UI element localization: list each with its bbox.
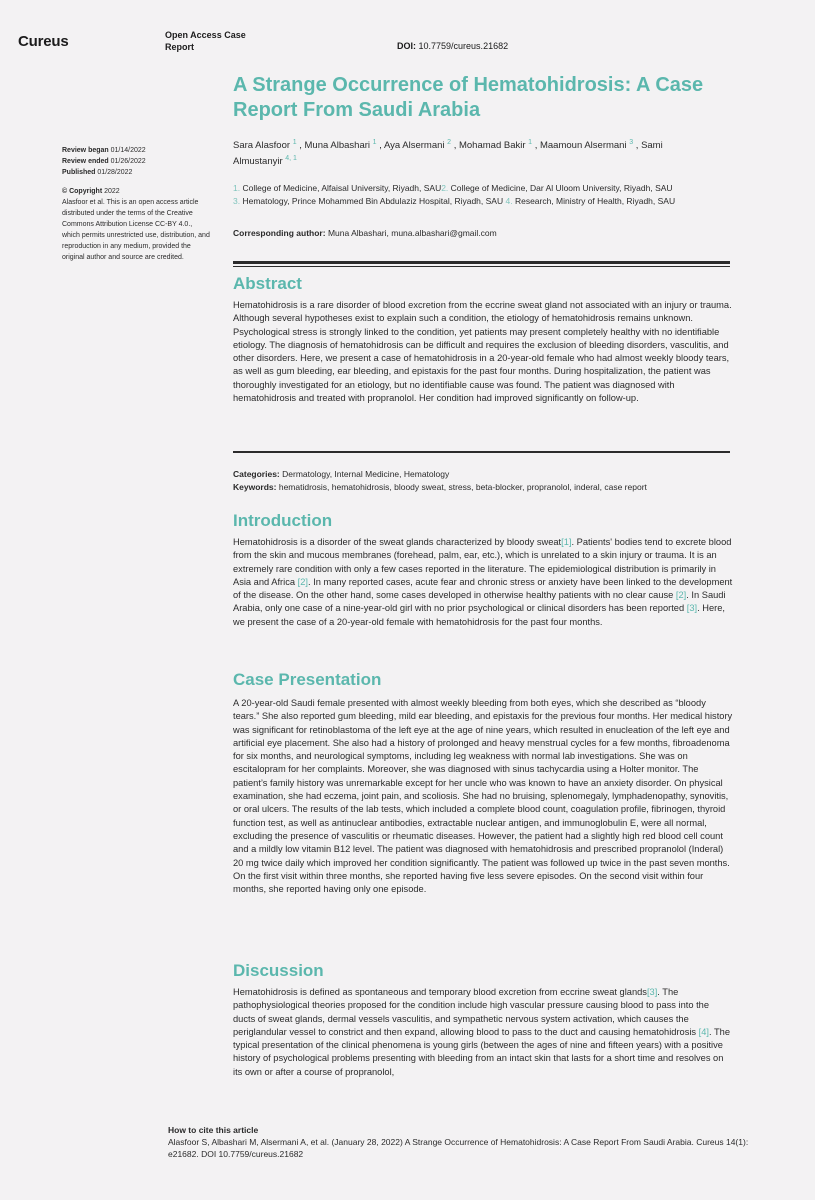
citation-link[interactable]: [3] (686, 603, 698, 614)
discussion-heading: Discussion (233, 961, 324, 980)
review-began-label: Review began (62, 147, 109, 154)
corresponding-label: Corresponding author: (233, 228, 326, 238)
published-label: Published (62, 169, 96, 176)
review-ended-label: Review ended (62, 158, 109, 165)
abstract-rule-thin (233, 266, 730, 267)
corresponding-author (233, 228, 733, 238)
intro-text-part: . In many reported cases, acute fear and chronic stress or anxiety have been linked to the development of the disease. On the other hand, some cases developed in otherwise healthy patients with no clear cause (233, 576, 733, 601)
author-name[interactable]: Muna Albashari (304, 140, 370, 151)
affil-text: Research, Ministry of Health, Riyadh, SAU (514, 196, 676, 206)
how-to-cite (168, 1124, 768, 1160)
categories-label: Categories: (233, 469, 280, 479)
copyright (62, 186, 212, 197)
author-affil-sup: 2 (447, 139, 452, 146)
intro-text-part: Hematohidrosis is a disorder of the sweat glands characterized by bloody sweat (233, 537, 562, 547)
affil-text: College of Medicine, Alfaisal University, Riyadh, SAU (242, 183, 442, 193)
doi-value[interactable]: 10.7759/cureus.21682 (418, 41, 509, 51)
affil-num: 4. (505, 196, 513, 206)
discussion-text-part: Hematohidrosis is defined as spontaneous and temporary blood excretion from eccrine sweat glands (233, 987, 647, 997)
author-name[interactable]: Mohamad Bakir (458, 140, 526, 151)
affil-num: 3. (233, 196, 241, 206)
affil-text: College of Medicine, Dar Al Uloom University, Riyadh, SAU (450, 183, 673, 193)
sidebar-meta (62, 145, 212, 263)
affiliations (233, 182, 733, 208)
copyright-label: © Copyright (62, 188, 103, 195)
how-to-cite-label: How to cite this article (168, 1125, 259, 1135)
keywords-label: Keywords: (233, 482, 277, 492)
author-affil-sup: 4, 1 (285, 154, 297, 162)
abstract-rule-bottom (233, 451, 730, 453)
how-to-cite-text: Alasfoor S, Albashari M, Alsermani A, et al. (January 28, 2022) A Strange Occurrence of Hematohidrosis: A Case Report From Saudi Arabia. Cureus 14(1): e21682. DOI 10.7759/cureus.21682 (168, 1137, 749, 1159)
published-date: 01/28/2022 (97, 169, 133, 176)
author-affil-sup: 3 (629, 139, 634, 146)
abstract-rule-thick (233, 261, 730, 264)
citation-link[interactable]: [3] (646, 987, 658, 997)
doi-header (397, 41, 508, 51)
author-name[interactable]: Maamoun Alsermani (539, 140, 627, 151)
citation-link[interactable]: [2] (297, 576, 308, 587)
article-type: Open Access Case Report (165, 30, 246, 52)
license-text: Alasfoor et al. This is an open access article distributed under the terms of the Creative Commons Attribution License CC-BY 4.0., which permits unrestricted use, distribution, and reproduction in any medium, provided the original author and source are credited. (62, 199, 210, 261)
copyright-year: 2022 (104, 188, 120, 195)
author-list: Sara Alasfoor $^1$ , Muna Albashari $^1$ , Aya Alsermani $^2$ , Mohamad Bakir $^1$ , Maamoun Alsermani $^3$ , Sami Almustanyir $^{4, 1}$ (233, 139, 663, 167)
abstract-text: Hematohidrosis is a rare disorder of blood excretion from the eccrine sweat gland not associated with an injury or trauma. Although several hypotheses exist to explain such a condition, the etiology of hematohidrosis remains unknown. Psychological stress is strongly linked to the condition, yet patients may present completely healthy with no identifiable etiology. The diagnosis of hematohidrosis can be difficult and requires the exclusion of bleeding disorders, vasculitis, and other disorders. Here, we present a case of hematohidrosis in a 20-year-old female who had almost weekly bloody tears, as well as gum bleeding, ear bleeding, and epistaxis for the past four months. During hospitalization, the patient was thoroughly investigated for an etiology, but no identifiable cause was found. The patient was diagnosed with hematohidrosis and treated with propranolol. Her condition had improved significantly on follow-up. (233, 300, 732, 404)
intro-text-part: . In Saudi Arabia, only one case of a nine-year-old girl with no prior psychological or clinical disorders has been reported (233, 590, 726, 614)
review-began (62, 145, 212, 156)
categories-keywords (233, 468, 733, 494)
citation-link[interactable]: [1] (561, 537, 572, 547)
categories (233, 468, 733, 481)
case-presentation-heading: Case Presentation (233, 670, 382, 689)
author-name[interactable]: Sara Alasfoor (233, 140, 291, 151)
article-title: A Strange Occurrence of Hematohidrosis: A Case Report From Saudi Arabia (233, 74, 704, 121)
intro-text-part: . Patients' bodies tend to excrete blood from the skin and mucous membranes (forehead, palm, ear, etc.), which is unrelated to a skin injury or trauma. It is an extremely rare condition with only a few cases reported in the literature. The epidemiological distribution is primarily in Asia and Africa (233, 537, 732, 587)
citation-link[interactable]: [4] (698, 1026, 709, 1037)
keywords-value: hematidrosis, hematohidrosis, bloody sweat, stress, beta-blocker, propranolol, inderal, case report (278, 482, 647, 492)
affil-num: 2. (441, 183, 449, 193)
introduction-text (233, 536, 733, 629)
affil-text: Hematology, Prince Mohammed Bin Abdulaziz Hospital, Riyadh, SAU (242, 196, 504, 206)
affil-num: 1. (233, 183, 241, 193)
keywords (233, 481, 733, 494)
discussion-text (233, 986, 733, 1079)
cureus-logo[interactable]: Cureus (18, 33, 69, 50)
citation-link[interactable]: [2] (675, 590, 687, 601)
author-affil-sup: 1 (528, 139, 533, 146)
doi-label: DOI: (397, 41, 416, 51)
review-ended-date: 01/26/2022 (110, 158, 146, 165)
author-affil-sup: 1 (372, 139, 377, 146)
abstract-heading: Abstract (233, 274, 302, 293)
author-name[interactable]: Aya Alsermani (383, 140, 445, 151)
discussion-text-part: . The typical presentation of the clinical phenomena is young girls (between the ages of nine and fifteen years) with a positive history of psychological problems presenting with bleeding from an intact skin that lasts for a short time and resolves on its own or after a course of propranolol, (233, 1026, 731, 1077)
author-affil-sup: 1 (292, 139, 297, 146)
review-began-date: 01/14/2022 (110, 147, 146, 154)
categories-value: Dermatology, Internal Medicine, Hematology (282, 469, 450, 479)
corresponding-value[interactable]: Muna Albashari, muna.albashari@gmail.com (327, 228, 497, 238)
introduction-heading: Introduction (233, 511, 333, 530)
intro-text-part: . Here, we present the case of a 20-year-old female with hematohidrosis for the past four months. (233, 603, 725, 627)
case-presentation-text: A 20-year-old Saudi female presented with almost weekly bleeding from both eyes, which she described as “bloody tears.” She also reported gum bleeding, mild ear bleeding, and epistaxis for the previous four months. Her medical history was significant for retinoblastoma of the left eye at the age of nine years, which resulted in enucleation of the left eye and artificial eye placement. She also had a history of prolonged and heavy menstrual cycles for a few months, fibroadenoma for six months, and neurological symptoms, including leg weakness with normal lab investigations. She was on escitalopram for her complaints. Moreover, she was diagnosed with sinus tachycardia using a Holter monitor. The patient’s family history was unremarkable except for her uncle who was known to have an anxiety disorder. On physical examination, she had eczema, joint pain, and scoliosis. She had no bruising, splenomegaly, lymphadenopathy, synovitis, or oral ulcers. The results of the lab tests, which included a complete blood count, coagulation profile, fibrinogen, thyroid function test, as well as antinuclear antibodies, extractable nuclear antigen, and immunoglobulin E, were all normal, excluding the presence of vasculitis or rheumatic diseases. However, the patient had a slightly high red blood cell count and a mildly low vitamin B12 level. The patient was diagnosed with hematohidrosis and prescribed propranolol (Inderal) 20 mg twice daily which improved her condition significantly. The patient was followed up twice in the past seven months. On the first visit within three months, she reported having five less severe episodes. On the second visit within four months, she reported having only one episode. (233, 698, 733, 895)
published (62, 167, 212, 178)
review-ended (62, 156, 212, 167)
author-name[interactable]: Sami Almustanyir (233, 140, 663, 167)
discussion-text-part: . The pathophysiological theories proposed for the condition include high vascular pressure causing blood to pass into the ducts of sweat glands, dermal vessels vasculitis, and sympathetic nervous system activation, which causes the periglandular vessel to constrict and then expand, allowing blood to pass to the duct and causing hematohidrosis (233, 987, 709, 1037)
